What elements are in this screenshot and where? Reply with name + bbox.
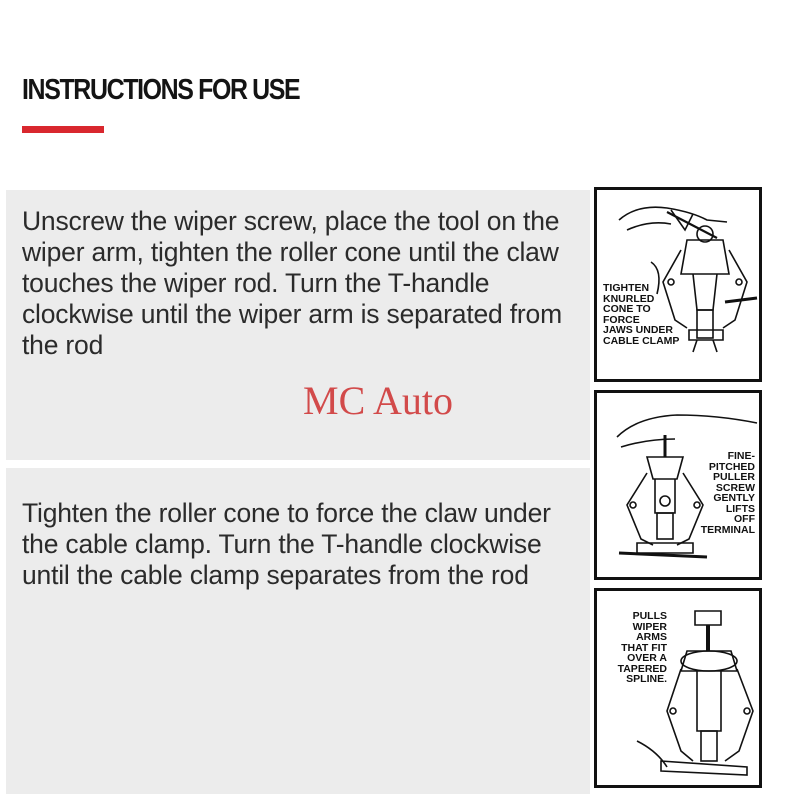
caption-line: SCREW <box>715 481 755 494</box>
caption-line: PITCHED <box>708 460 755 473</box>
caption-line: ARMS <box>636 631 667 643</box>
figure-2-caption <box>675 451 755 535</box>
figure-lift-terminal <box>594 390 762 580</box>
caption-line: JAWS UNDER <box>603 324 674 336</box>
figure-pull-wiper-arm <box>594 588 762 788</box>
figure-tighten-cone <box>594 187 762 382</box>
figure-1-caption <box>603 283 687 346</box>
step-2-text: Tighten the roller cone to force the claw under the cable clamp. Turn the T-handle clockwise until the cable clamp separates from the rod <box>22 498 551 590</box>
caption-line: FINE- <box>727 450 755 462</box>
caption-line: OFF <box>734 513 755 525</box>
heading-accent-bar <box>22 126 104 133</box>
figure-3-caption <box>603 611 667 685</box>
step-2-panel <box>6 468 590 794</box>
caption-line: TAPERED <box>617 662 667 675</box>
caption-line: THAT FIT <box>621 641 667 654</box>
caption-line: LIFTS <box>725 502 755 515</box>
caption-line: KNURLED <box>603 292 655 305</box>
caption-line: WIPER <box>632 620 667 633</box>
step-1-panel <box>6 190 590 460</box>
step-1-text: Unscrew the wiper screw, place the tool on the wiper arm, tighten the roller cone until the claw touches the wiper rod. Turn the T-handle clockwise until the wiper arm is separated from the rod <box>22 206 562 360</box>
caption-line: GENTLY <box>713 492 755 504</box>
caption-line: CONE TO <box>603 303 651 315</box>
brand-watermark: MC Auto <box>303 378 454 423</box>
caption-line: FORCE <box>603 313 640 326</box>
caption-line: PULLER <box>713 471 755 483</box>
page-heading: INSTRUCTIONS FOR USE <box>22 74 300 106</box>
caption-line: CABLE CLAMP <box>603 334 680 347</box>
caption-line: PULLS <box>632 610 667 622</box>
caption-line: TERMINAL <box>700 523 755 536</box>
caption-line: OVER A <box>627 652 667 664</box>
caption-line: TIGHTEN <box>603 282 650 294</box>
caption-line: SPLINE. <box>626 673 667 685</box>
